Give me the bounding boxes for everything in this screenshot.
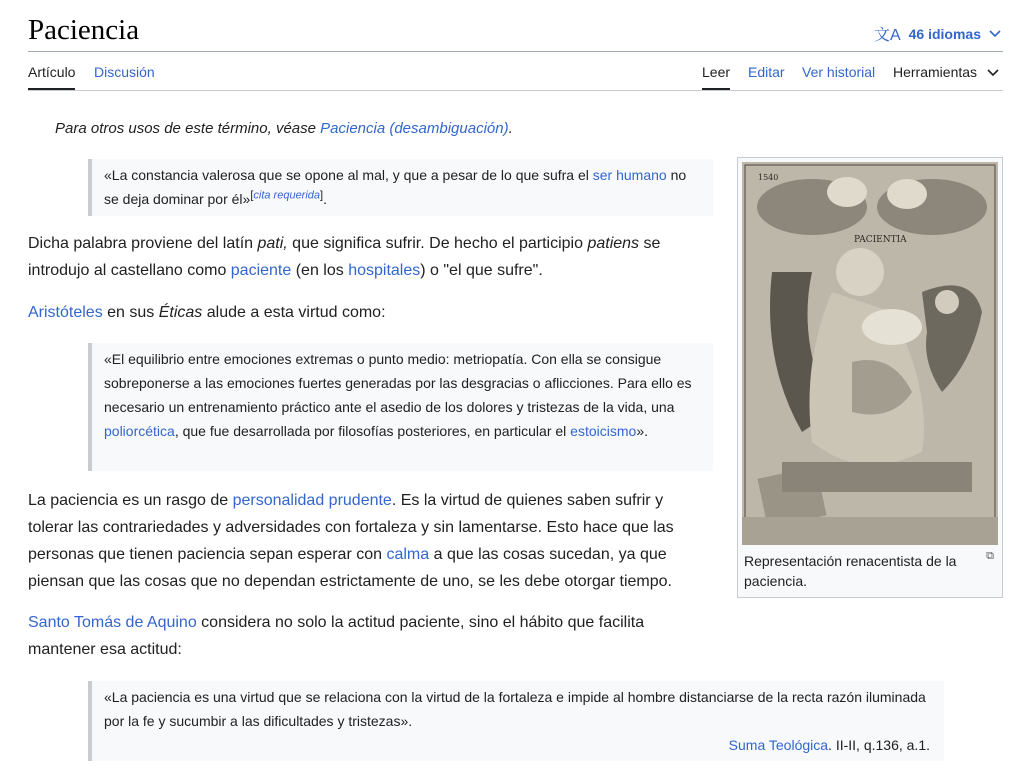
quote-source: Suma Teológica. II-II, q.136, a.1.: [728, 737, 930, 753]
enlarge-icon[interactable]: ⧉: [986, 550, 994, 562]
quote-constancy: «La constancia valerosa que se opone al mal, y que a pesar de lo que sufra el ser humano no se deja dominar por él»[cita requerida].: [88, 159, 713, 216]
tab-edit[interactable]: Editar: [748, 64, 785, 80]
estoicismo-link[interactable]: estoicismo: [570, 423, 637, 439]
hatnote-text: Para otros usos de este término, véase: [55, 120, 321, 137]
paragraph-aristotle: Aristóteles en sus Éticas alude a esta virtud como:: [28, 304, 386, 321]
paciente-link[interactable]: paciente: [230, 262, 292, 279]
quote-text: «La paciencia es una virtud que se relaciona con la virtud de la fortaleza e impide al hombre distanciarse de la recta razón iluminada por la fe y sucumbir a las dificultades y tristezas».: [104, 689, 926, 729]
ser-humano-link[interactable]: ser humano: [592, 167, 667, 183]
hospitales-link[interactable]: hospitales: [348, 262, 421, 279]
title-divider: [28, 51, 1003, 52]
page-tabs: [28, 64, 1003, 90]
paragraph-etymology: Dicha palabra proviene del latín pati, que significa sufrir. De hecho el participio patiens se introdujo al castellano como paciente (en los hospitales) o "el que sufre".: [28, 235, 661, 279]
engraving-year: 1540: [758, 173, 779, 182]
page-title: Paciencia: [28, 14, 140, 46]
quote-aquinas: [88, 681, 944, 761]
tab-discussion[interactable]: Discusión: [94, 64, 155, 80]
hatnote-suffix: .: [508, 120, 513, 137]
engraving-image[interactable]: [742, 162, 998, 545]
cite-needed-link[interactable]: cita requerida: [253, 189, 321, 202]
chevron-down-icon: [987, 69, 999, 77]
disambiguation-link[interactable]: Paciencia (desambiguación): [320, 120, 509, 137]
tools-menu[interactable]: [893, 64, 999, 88]
figure: [737, 157, 1003, 598]
tab-history[interactable]: Ver historial: [802, 64, 876, 80]
hatnote: [55, 120, 513, 137]
tab-read[interactable]: Leer: [702, 64, 730, 90]
poliorcetica-link[interactable]: poliorcética: [104, 423, 175, 439]
personalidad-prudente-link[interactable]: personalidad prudente: [232, 492, 392, 509]
chevron-down-icon: [989, 30, 1001, 38]
quote-text: «El equilibrio entre emociones extremas o punto medio: metriopatía. Con ella se consigue sobreponerse a las emociones fuertes generadas por las desgracias o aflicciones. Para ello es necesario un entrenamiento práctico ante el asedio de los dolores y tristezas de la vida, una: [104, 351, 692, 415]
tab-article[interactable]: Artículo: [28, 64, 75, 90]
quote-text: «La constancia valerosa que se opone al mal, y que a pesar de lo que sufra el: [104, 167, 593, 183]
tools-label: Herramientas: [893, 64, 978, 80]
paragraph-aquinas: Santo Tomás de Aquino considera no solo la actitud paciente, sino el hábito que facilita mantener esa actitud:: [28, 614, 645, 658]
translate-icon: 文A: [873, 27, 901, 44]
tomas-aquino-link[interactable]: Santo Tomás de Aquino: [28, 614, 197, 631]
quote-text: no se deja dominar por él»: [104, 167, 687, 207]
suma-teologica-link[interactable]: Suma Teológica: [728, 737, 829, 753]
tabs-divider: [28, 90, 1003, 91]
quote-text: , que fue desarrollada por filosofías posteriores, en particular el: [174, 423, 571, 439]
quote-text: ».: [636, 423, 648, 439]
quote-aristotle: [88, 343, 713, 471]
aristoteles-link[interactable]: Aristóteles: [28, 304, 103, 321]
calma-link[interactable]: calma: [386, 546, 430, 563]
engraving-label: PACIENTIA: [854, 235, 907, 245]
language-button[interactable]: [874, 22, 1001, 45]
figure-caption: Representación renacentista de la paciencia.: [744, 553, 957, 589]
language-label: 46 idiomas: [908, 25, 981, 42]
paragraph-definition: La paciencia es un rasgo de personalidad prudente. Es la virtud de quienes saben sufrir y tolerar las contrariedades y adversidades con fortaleza y sin lamentarse. Esto hace que las personas que tienen paciencia sepan esperar con calma a que las cosas sucedan, ya que piensan que las cosas que no dependan estrictamente de uno, se les debe otorgar tiempo.: [28, 492, 674, 590]
